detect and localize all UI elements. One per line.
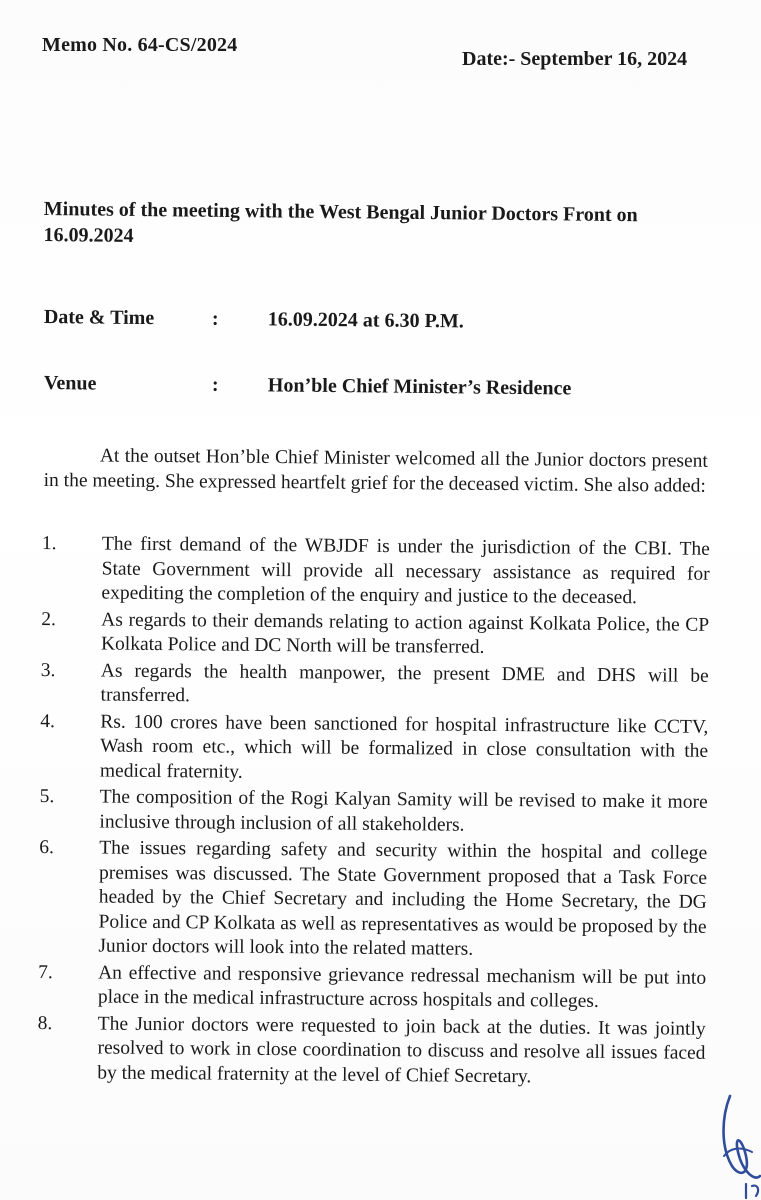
list-item-number: 6. xyxy=(39,836,54,859)
memo-number: Memo No. 64-CS/2024 xyxy=(42,34,238,56)
list-item xyxy=(39,785,707,840)
list-item xyxy=(38,836,707,964)
list-item-number: 1. xyxy=(41,532,57,555)
signature-icon xyxy=(716,1086,761,1200)
list-item-number: 4. xyxy=(40,710,56,732)
venue-separator: : xyxy=(211,373,219,396)
list-item-number: 2. xyxy=(41,608,56,630)
list-item-text: The Junior doctors were requested to join back at the duties. It was jointly resolved to work in close coordination to discuss and resolve all issues faced by the medical fraternity at the level of Chief Secretary. xyxy=(97,1013,706,1087)
intro-paragraph: At the outset Hon’ble Chief Minister welcomed all the Junior doctors present in the meeting. She expressed heartfelt grief for the deceased victim. She also added: xyxy=(43,445,708,497)
venue-value: Hon’ble Chief Minister’s Residence xyxy=(267,374,572,400)
datetime-value: 16.09.2024 at 6.30 P.M. xyxy=(267,308,464,333)
venue-label: Venue xyxy=(43,372,97,395)
list-item-text: An effective and responsive grievance redressal mechanism will be put into place in the medical infrastructure across hospitals and colleges. xyxy=(97,962,707,1012)
list-item-number: 5. xyxy=(39,785,55,808)
points-list xyxy=(37,532,710,1093)
list-item-text: The first demand of the WBJDF is under the jurisdiction of the CBI. The State Government will provide all necessary assistance as required for expediting the completion of the enquiry and justice to the deceased. xyxy=(101,533,710,609)
list-item-text: The composition of the Rogi Kalyan Samity will be revised to make it more inclusive through inclusion of all stakeholders. xyxy=(99,786,708,836)
venue-row xyxy=(43,372,684,400)
list-item xyxy=(37,1011,706,1090)
list-item xyxy=(41,607,709,662)
list-item-text: As regards to their demands relating to action against Kolkata Police, the CP Kolkata Police and DC North will be transferred. xyxy=(100,609,710,658)
list-item-number: 3. xyxy=(40,659,56,681)
document-heading: Minutes of the meeting with the West Bengal Junior Doctors Front on 16.09.2024 xyxy=(43,197,638,247)
datetime-label: Date & Time xyxy=(43,306,155,330)
datetime-separator: : xyxy=(211,307,219,330)
list-item xyxy=(40,658,708,713)
list-item xyxy=(41,532,710,611)
list-item xyxy=(40,709,709,788)
list-item xyxy=(38,960,706,1015)
list-item-text: Rs. 100 crores have been sanctioned for hospital infrastructure like CCTV, Wash room etc., which will be formalized in close consultation with the medical fraternity. xyxy=(99,711,709,783)
memo-date: Date:- September 16, 2024 xyxy=(462,48,688,70)
list-item-text: As regards the health manpower, the present DME and DHS will be transferred. xyxy=(100,660,709,707)
list-item-number: 8. xyxy=(37,1012,53,1034)
datetime-row xyxy=(43,306,684,333)
list-item-number: 7. xyxy=(38,961,53,983)
list-item-text: The issues regarding safety and security within the hospital and college premises was discussed. The State Government proposed that a Task Force headed by the Chief Secretary and including the Home Secretary, the DG Police and CP Kolkata as well as representatives as would be proposed by the Junior doctors will look into the related matters. xyxy=(98,837,708,960)
